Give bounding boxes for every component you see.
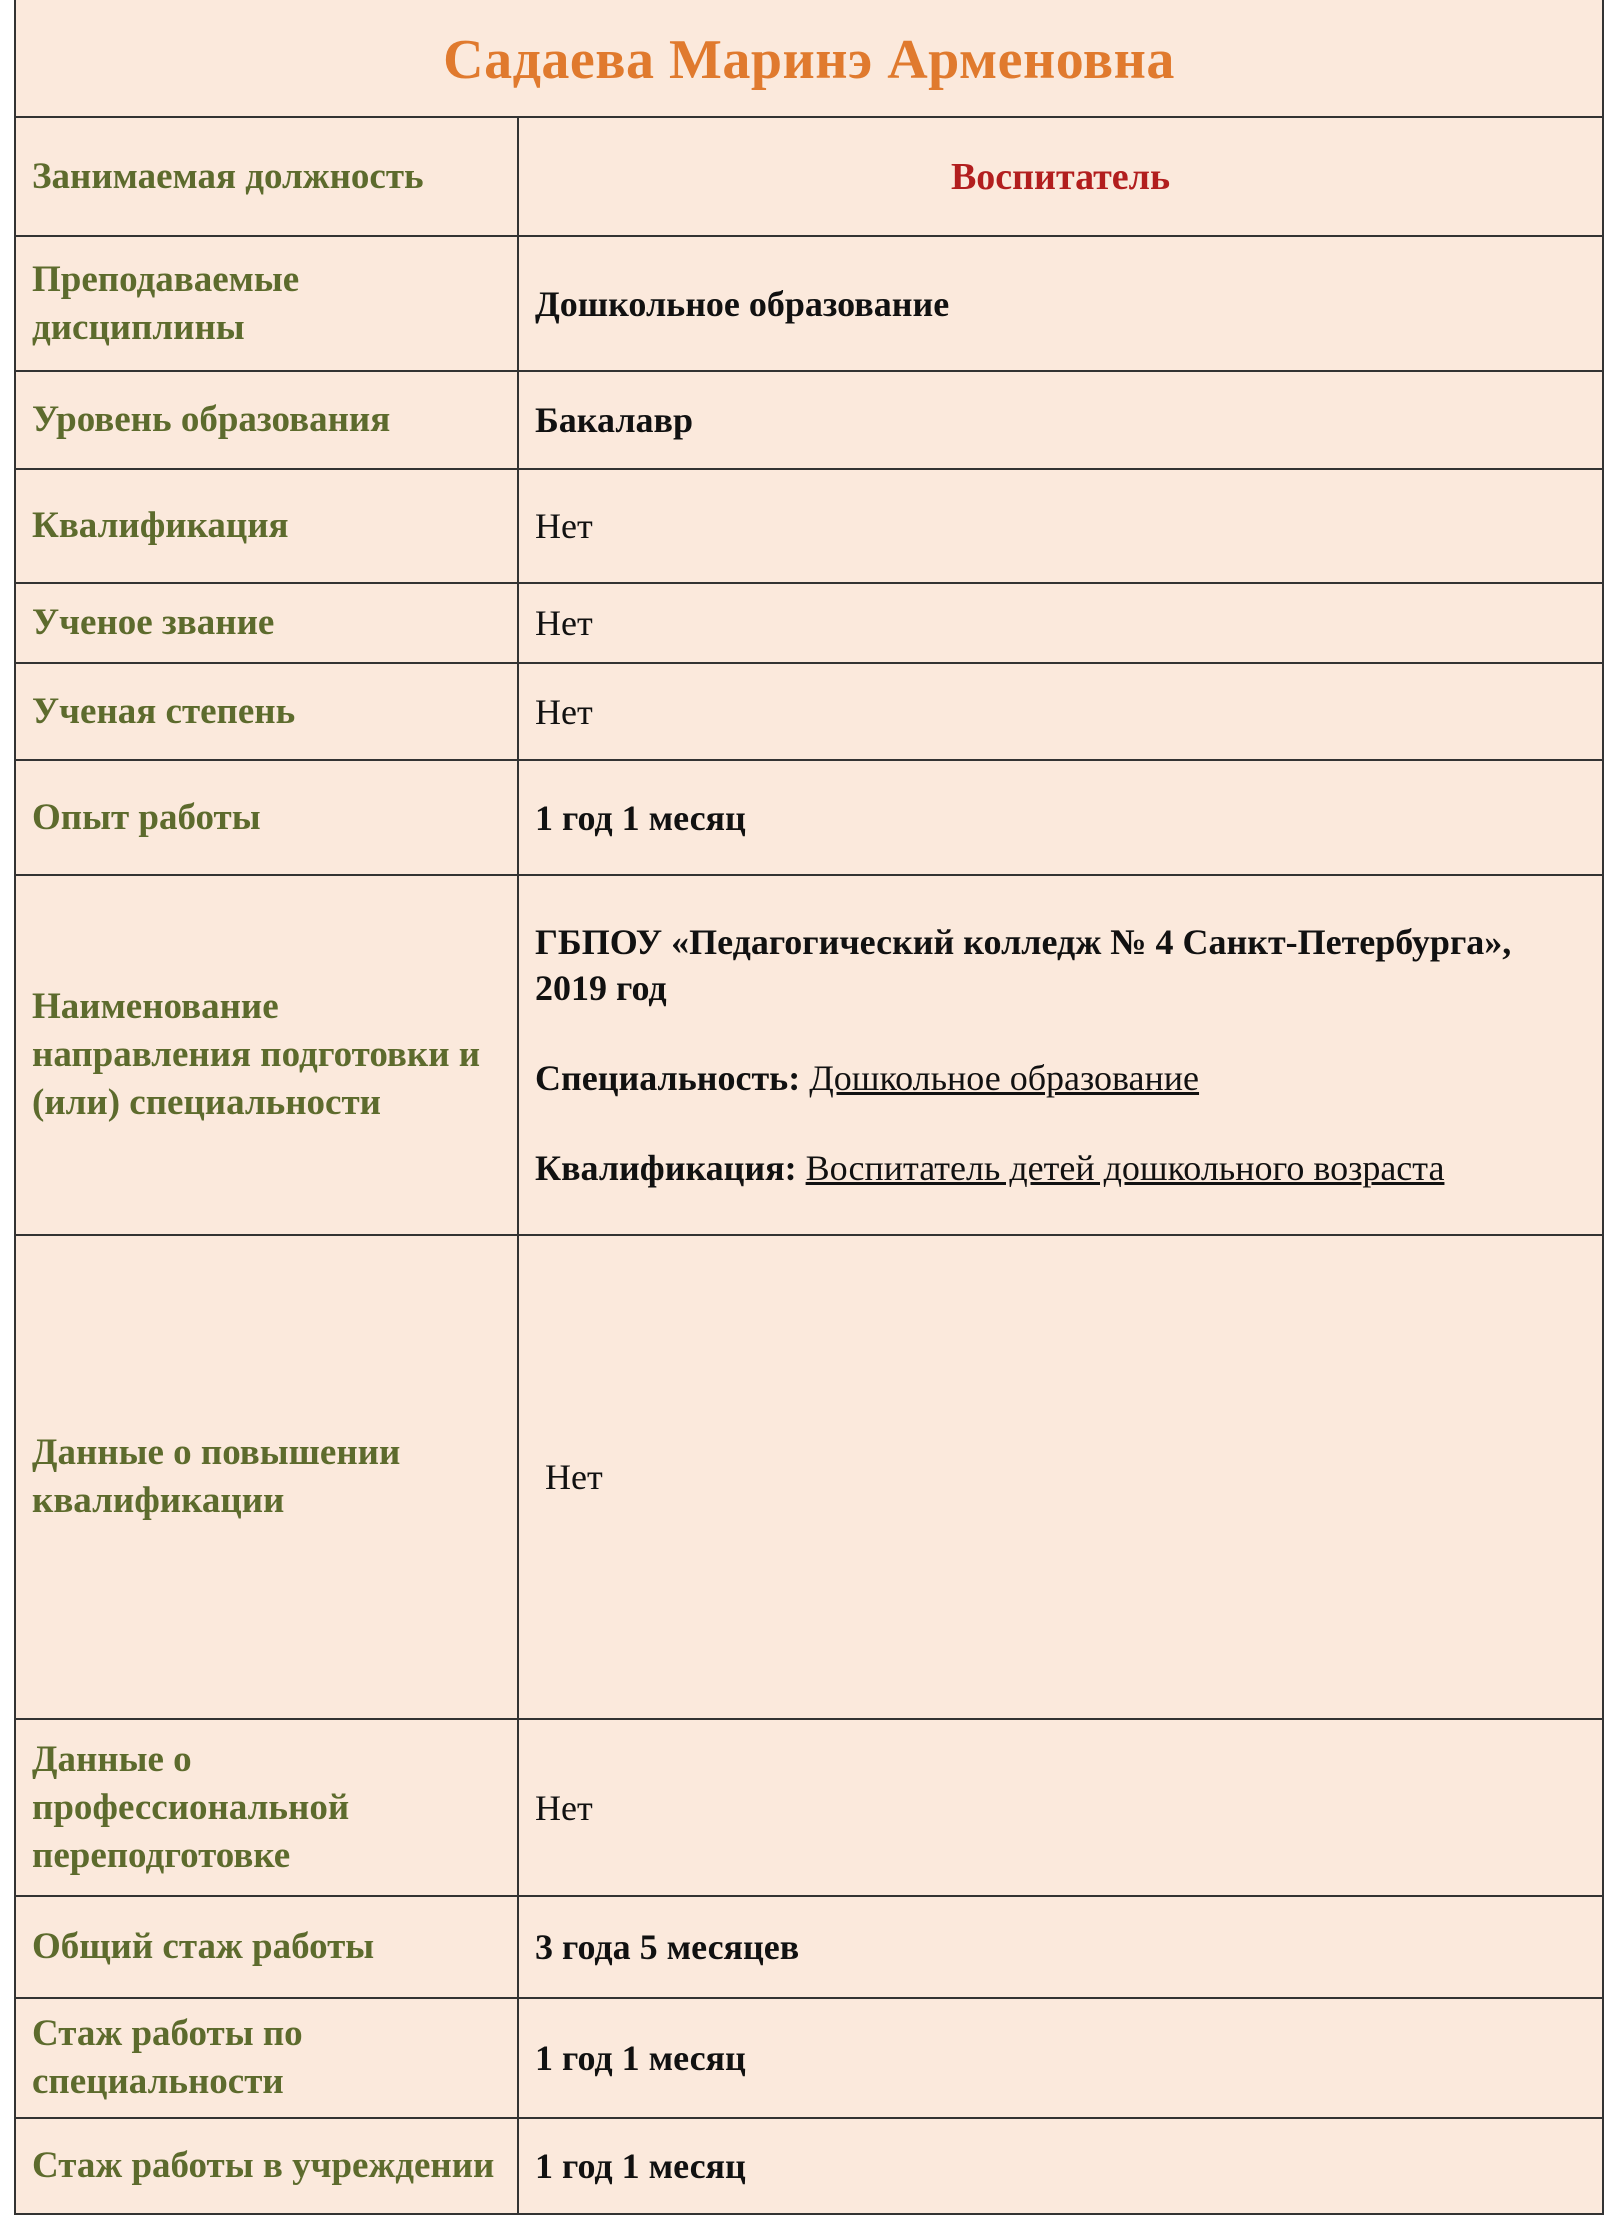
specialty-line [535, 1055, 1586, 1101]
education-level-value: Бакалавр [518, 371, 1602, 469]
disciplines-value: Дошкольное образование [518, 236, 1602, 371]
retraining-value: Нет [518, 1719, 1602, 1896]
table-row [16, 583, 1602, 663]
specialty-value: Дошкольное образование [809, 1058, 1200, 1098]
table-row [16, 236, 1602, 371]
row-label: Данные о профессиональной переподготовке [16, 1719, 518, 1896]
qualification-line [535, 1145, 1586, 1191]
table-row [16, 1235, 1602, 1719]
specialty-experience-value: 1 год 1 месяц [518, 1998, 1602, 2118]
row-label: Опыт работы [16, 760, 518, 875]
table-row [16, 1998, 1602, 2118]
table-row [16, 663, 1602, 760]
table-row [16, 875, 1602, 1235]
qualification-detail-value: Воспитатель детей дошкольного возраста [805, 1148, 1445, 1188]
row-label: Стаж работы по специальности [16, 1998, 518, 2118]
table-row [16, 760, 1602, 875]
row-label: Ученое звание [16, 583, 518, 663]
table-row [16, 118, 1602, 236]
table-row [16, 469, 1602, 583]
academic-degree-value: Нет [518, 663, 1602, 760]
work-experience-value: 1 год 1 месяц [518, 760, 1602, 875]
row-label: Общий стаж работы [16, 1896, 518, 1998]
institution-text: ГБПОУ «Педагогический колледж № 4 Санкт-Петербурга», 2019 год [535, 922, 1512, 1008]
employee-name: Садаева Маринэ Арменовна [443, 29, 1175, 91]
academic-title-value: Нет [518, 583, 1602, 663]
qualification-value: Нет [518, 469, 1602, 583]
table-row [16, 1896, 1602, 1998]
employee-card [14, 0, 1604, 2215]
position-value: Воспитатель [518, 118, 1602, 236]
row-label: Занимаемая должность [16, 118, 518, 236]
row-label: Преподаваемые дисциплины [16, 236, 518, 371]
info-table [16, 118, 1602, 2213]
specialty-label: Специальность: [535, 1058, 801, 1098]
row-label: Стаж работы в учреждении [16, 2118, 518, 2213]
row-label: Квалификация [16, 469, 518, 583]
table-row [16, 1719, 1602, 1896]
row-label: Уровень образования [16, 371, 518, 469]
advanced-training-value: Нет [518, 1235, 1602, 1719]
row-label: Ученая степень [16, 663, 518, 760]
specialty-details [518, 875, 1602, 1235]
total-experience-value: 3 года 5 месяцев [518, 1896, 1602, 1998]
row-label: Наименование направления подготовки и (или) специальности [16, 875, 518, 1235]
table-row [16, 2118, 1602, 2213]
institution-experience-value: 1 год 1 месяц [535, 2146, 746, 2186]
title-row [16, 0, 1602, 118]
table-row [16, 371, 1602, 469]
qualification-label: Квалификация: [535, 1148, 797, 1188]
row-label: Данные о повышении квалификации [16, 1235, 518, 1719]
